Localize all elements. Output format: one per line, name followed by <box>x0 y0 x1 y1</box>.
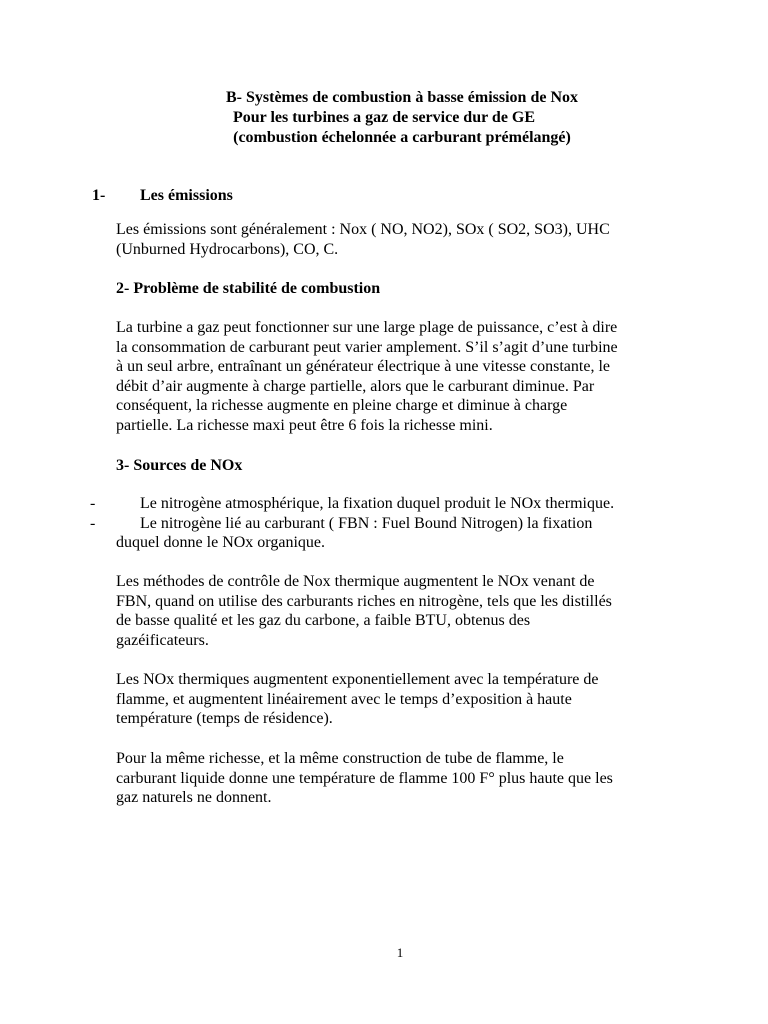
section-2-heading: 2- Problème de stabilité de combustion <box>116 280 381 297</box>
paragraph-line: Les émissions sont généralement : Nox ( NO, NO2), SOx ( SO2, SO3), UHC <box>116 221 610 238</box>
paragraph-line: gaz naturels ne donnent. <box>116 789 272 806</box>
paragraph-line: Pour la même richesse, et la même construction de tube de flamme, le <box>116 750 564 767</box>
paragraph-line: Les NOx thermiques augmentent exponentiellement avec la température de <box>116 671 599 688</box>
paragraph-line: conséquent, la richesse augmente en pleine charge et diminue à charge <box>116 397 568 414</box>
bullet-dash: - <box>90 515 96 532</box>
section-1-number: 1- <box>92 187 106 204</box>
paragraph-line: carburant liquide donne une température de flamme 100 F° plus haute que les <box>116 769 613 787</box>
bullet-item-text: Le nitrogène atmosphérique, la fixation duquel produit le NOx thermique. <box>140 495 615 512</box>
paragraph-line: de basse qualité et les gaz du carbone, a faible BTU, obtenus des <box>116 612 531 629</box>
title-line-3: (combustion échelonnée a carburant prémélangé) <box>233 129 571 146</box>
paragraph-line: la consommation de carburant peut varier amplement. S’il s’agit d’une turbine <box>116 338 618 356</box>
section-3-heading: 3- Sources de NOx <box>116 457 243 474</box>
section-3-paragraph-1 <box>116 572 684 650</box>
title-line-2: Pour les turbines a gaz de service dur de GE <box>232 109 536 126</box>
bullet-dash: - <box>90 495 96 512</box>
page-number: 1 <box>396 945 404 960</box>
paragraph-line: température (temps de résidence). <box>116 710 333 727</box>
document-title <box>0 88 768 148</box>
paragraph-line: à un seul arbre, entraînant un générateur électrique à une vitesse constante, le <box>116 358 610 375</box>
bullet-item-text: Le nitrogène lié au carburant ( FBN : Fuel Bound Nitrogen) la fixation <box>140 515 593 532</box>
title-line-1: B- Systèmes de combustion à basse émission de Nox <box>225 89 578 106</box>
paragraph-line: Les méthodes de contrôle de Nox thermique augmentent le NOx venant de <box>116 573 595 590</box>
section-3-paragraph-3 <box>116 749 684 808</box>
section-1-paragraph <box>116 220 684 259</box>
paragraph-line: gazéificateurs. <box>116 631 209 649</box>
paragraph-line: (Unburned Hydrocarbons), CO, C. <box>116 240 339 258</box>
paragraph-line: partielle. La richesse maxi peut être 6 fois la richesse mini. <box>116 416 493 434</box>
paragraph-line: La turbine a gaz peut fonctionner sur une large plage de puissance, c’est à dire <box>116 319 618 336</box>
section-1-title: Les émissions <box>140 187 233 204</box>
bullet-item-continuation: duquel donne le NOx organique. <box>116 534 325 551</box>
section-3-paragraph-2 <box>116 670 684 729</box>
paragraph-line: FBN, quand on utilise des carburants riches en nitrogène, tels que les distillés <box>116 592 612 610</box>
section-2-paragraph <box>116 318 684 435</box>
paragraph-line: flamme, et augmentent linéairement avec le temps d’exposition à haute <box>116 690 572 708</box>
paragraph-line: débit d’air augmente à charge partielle, alors que le carburant diminue. Par <box>116 377 595 395</box>
